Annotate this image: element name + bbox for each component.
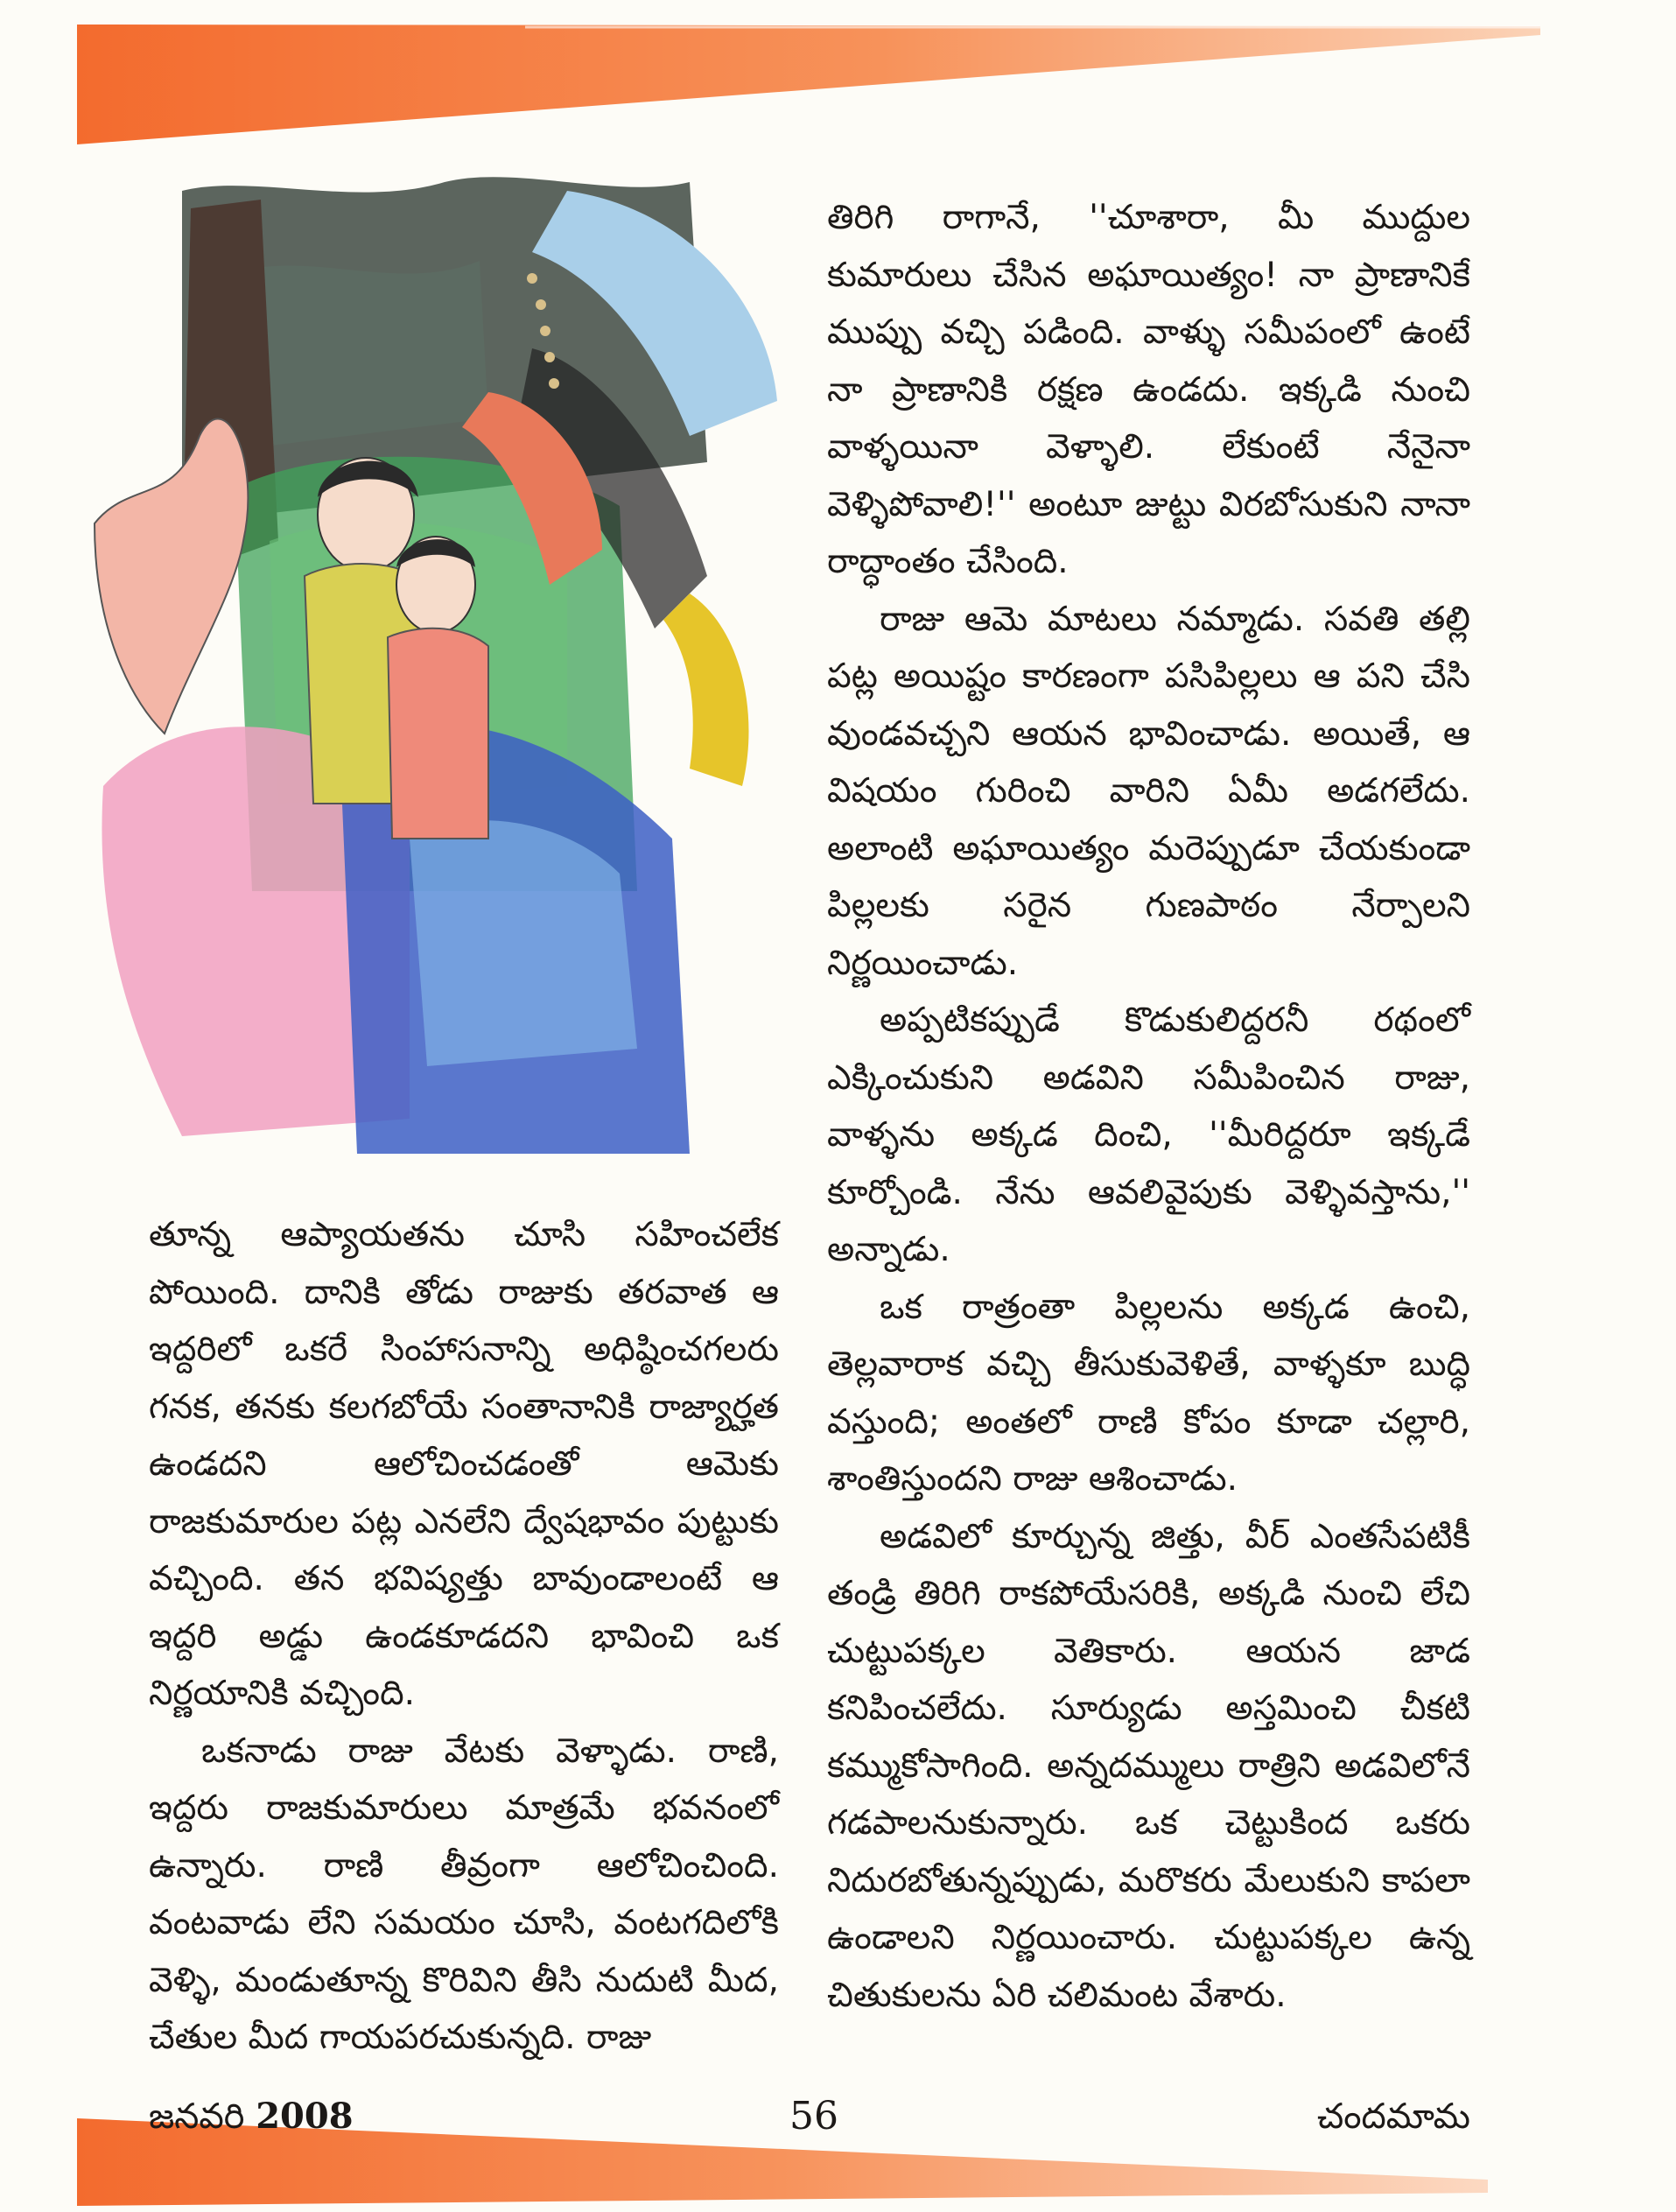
article-left-column (149, 1206, 779, 2067)
header-decorative-band (0, 0, 1676, 149)
issue-date (149, 2090, 354, 2143)
paragraph: అడవిలో కూర్చున్న జిత్తు, వీర్ ఎంతసేపటికీ తండ్రి తిరిగి రాకపోయేసరికి, అక్కడి నుంచి లేచి చుట్టుపక్కల వెతికారు. ఆయన జాడ కనిపించలేదు. సూర్యుడు అస్తమించి చీకటి కమ్ముకోసాగింది. అన్నదమ్ములు రాత్రిని అడవిలోనే గడపాలనుకున్నారు. ఒక చెట్టుకింద ఒకరు నిదురబోతున్నప్పుడు, మరొకరు మేలుకుని కాపలా ఉండాలని నిర్ణయించారు. చుట్టుపక్కల ఉన్న చితుకులను ఏరి చలిమంట వేశారు. (827, 1516, 1470, 2015)
story-illustration (77, 173, 795, 1180)
paragraph: తూన్న ఆప్యాయతను చూసి సహించలేక పోయింది. దానికి తోడు రాజుకు తరవాత ఆ ఇద్దరిలో ఒకరే సింహాసనాన్ని అధిష్ఠించగలరు గనక, తనకు కలగబోయే సంతానానికి రాజ్యార్హత ఉండదని ఆలోచించడంతో ఆమెకు రాజకుమారుల పట్ల ఎనలేని ద్వేషభావం పుట్టుకు వచ్చింది. తన భవిష్యత్తు బావుండాలంటే ఆ ఇద్దరి అడ్డు ఉండకూడదని భావించి ఒక నిర్ణయానికి వచ్చింది. (149, 1215, 779, 1713)
paragraph: ఒక రాత్రంతా పిల్లలను అక్కడ ఉంచి, తెల్లవారాక వచ్చి తీసుకువెళితే, వాళ్ళకూ బుద్ధి వస్తుంది; అంతలో రాణి కోపం కూడా చల్లారి, శాంతిస్తుందని రాజు ఆశించాడు. (827, 1287, 1470, 1499)
issue-month: జనవరి (149, 2096, 245, 2137)
paragraph: తిరిగి రాగానే, ''చూశారా, మీ ముద్దుల కుమారులు చేసిన అఘాయిత్యం! నా ప్రాణానికే ముప్పు వచ్చి పడింది. వాళ్ళు సమీపంలో ఉంటే నా ప్రాణానికి రక్షణ ఉండదు. ఇక్కడి నుంచి వాళ్ళయినా వెళ్ళాలి. లేకుంటే నేనైనా వెళ్ళిపోవాలి!'' అంటూ జుట్టు విరబోసుకుని నానా రాద్ధాంతం చేసింది. (827, 198, 1470, 581)
page-number: 56 (789, 2094, 838, 2138)
article-right-column (827, 189, 1470, 2024)
issue-year: 2008 (256, 2096, 354, 2137)
paragraph: అప్పటికప్పుడే కొడుకులిద్దరనీ రథంలో ఎక్కించుకుని అడవిని సమీపించిన రాజు, వాళ్ళను అక్కడ దించి, ''మీరిద్దరూ ఇక్కడే కూర్చోండి. నేను ఆవలివైపుకు వెళ్ళివస్తాను,'' అన్నాడు. (827, 1001, 1470, 1269)
paragraph: ఒకనాడు రాజు వేటకు వెళ్ళాడు. రాణి, ఇద్దరు రాజకుమారులు మాత్రమే భవనంలో ఉన్నారు. రాణి తీవ్రంగా ఆలోచించింది. వంటవాడు లేని సమయం చూసి, వంటగదిలోకి వెళ్ళి, మండుతూన్న కొరివిని తీసి నుదుటి మీద, చేతుల మీద గాయపరచుకున్నది. రాజు (149, 1731, 779, 2057)
magazine-name: చందమామ (1316, 2096, 1470, 2137)
paragraph: రాజు ఆమె మాటలు నమ్మాడు. సవతి తల్లి పట్ల అయిష్టం కారణంగా పసిపిల్లలు ఆ పని చేసి వుండవచ్చని ఆయన భావించాడు. అయితే, ఆ విషయం గురించి వారిని ఏమీ అడగలేదు. అలాంటి అఘాయిత్యం మరెప్పుడూ చేయకుండా పిల్లలకు సరైన గుణపాఠం నేర్పాలని నిర్ణయించాడు. (827, 599, 1470, 983)
